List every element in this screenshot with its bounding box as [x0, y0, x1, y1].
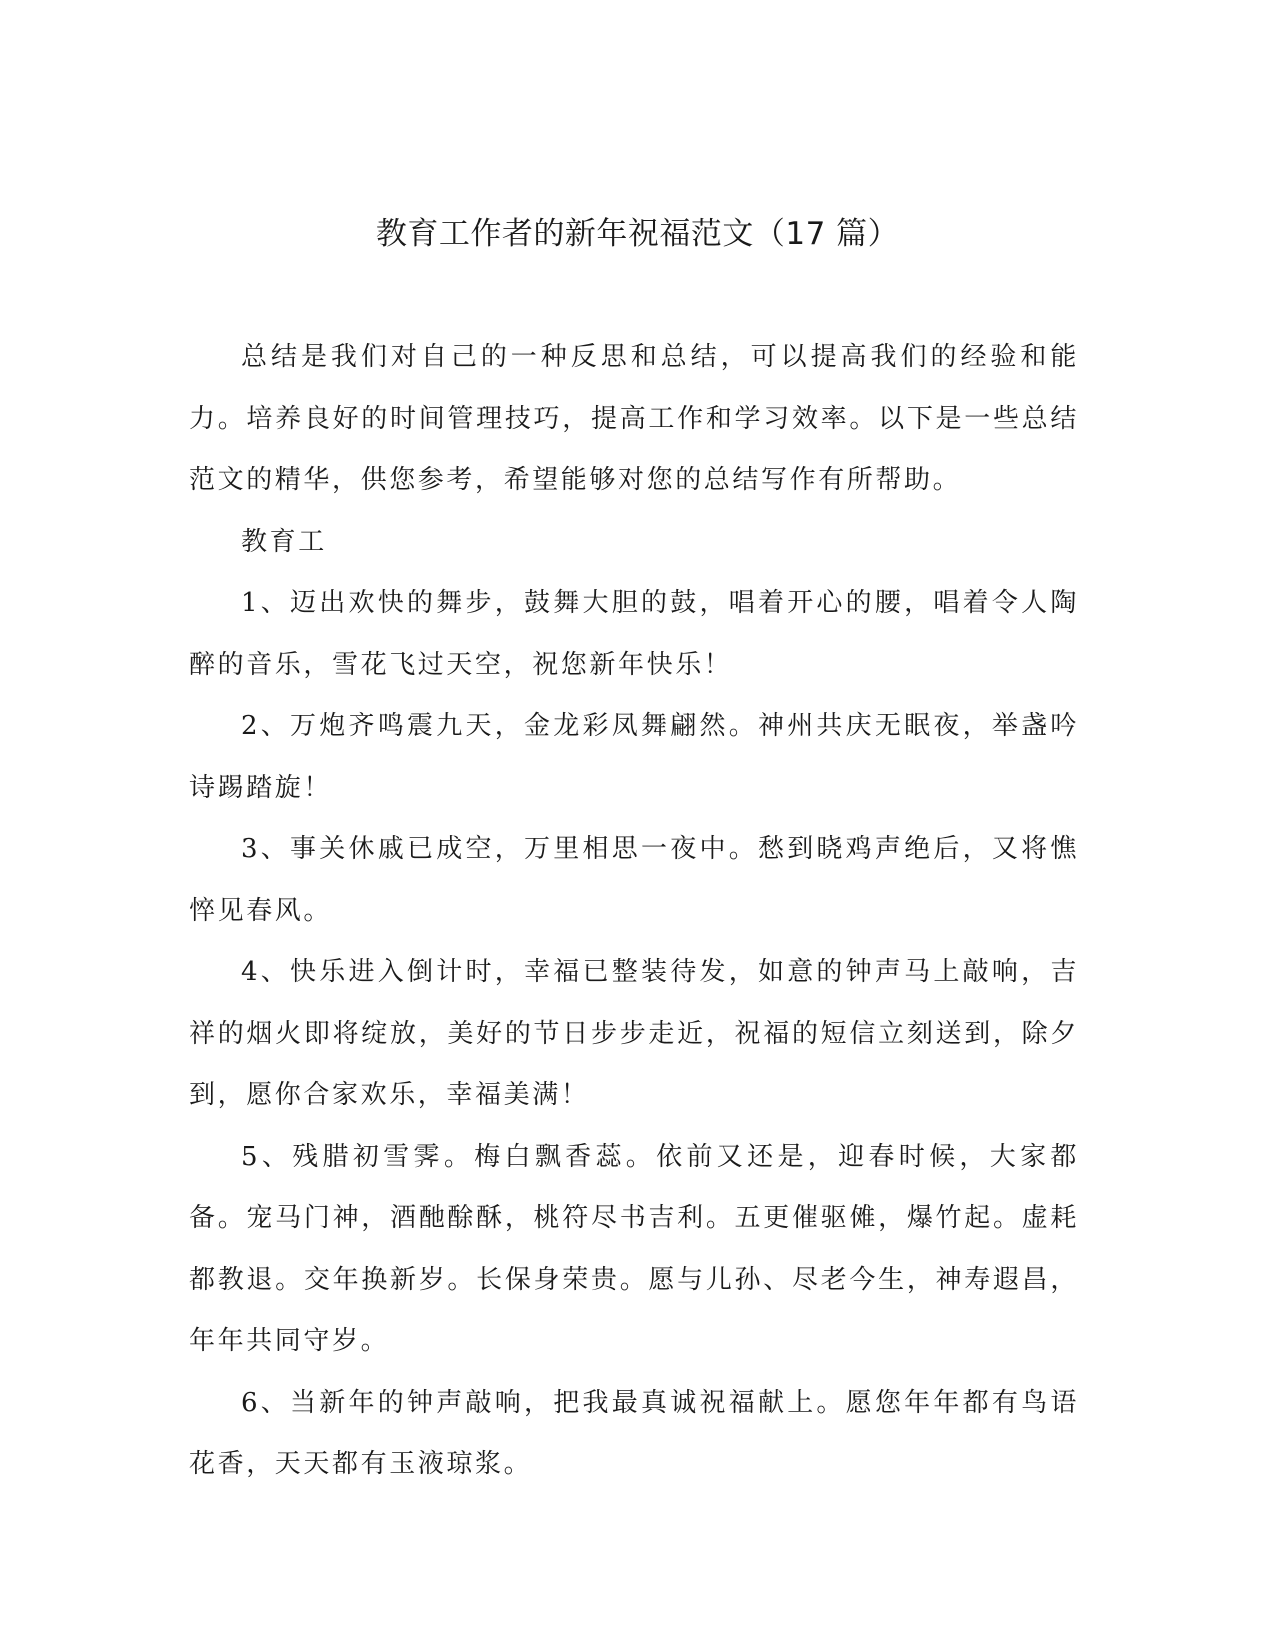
greeting-paragraph-2: 2、万炮齐鸣震九天，金龙彩凤舞翩然。神州共庆无眠夜，举盏吟诗踢踏旋！	[189, 711, 1079, 803]
greeting-paragraph-3: 3、事关休戚已成空，万里相思一夜中。愁到晓鸡声绝后，又将憔悴见春风。	[189, 834, 1079, 926]
greeting-paragraph-6: 6、当新年的钟声敲响，把我最真诚祝福献上。愿您年年都有鸟语花香，天天都有玉液琼浆。	[189, 1387, 1079, 1479]
greeting-paragraph-1: 1、迈出欢快的舞步，鼓舞大胆的鼓，唱着开心的腰，唱着令人陶醉的音乐，雪花飞过天空，祝您新年快乐！	[189, 588, 1079, 680]
section-heading: 教育工	[241, 526, 327, 557]
intro-paragraph: 总结是我们对自己的一种反思和总结，可以提高我们的经验和能力。培养良好的时间管理技巧，提高工作和学习效率。以下是一些总结范文的精华，供您参考，希望能够对您的总结写作有所帮助。	[189, 342, 1079, 495]
greeting-paragraph-4: 4、快乐进入倒计时，幸福已整装待发，如意的钟声马上敲响，吉祥的烟火即将绽放，美好的节日步步走近，祝福的短信立刻送到，除夕到，愿你合家欢乐，幸福美满！	[189, 957, 1079, 1110]
document-title: 教育工作者的新年祝福范文（17 篇）	[375, 216, 900, 252]
greeting-paragraph-5: 5、残腊初雪霁。梅白飘香蕊。依前又还是，迎春时候，大家都备。宠马门神，酒酏酴酥，桃符尽书吉利。五更催驱傩，爆竹起。虚耗都教退。交年换新岁。长保身荣贵。愿与儿孙、尽老今生，神寿遐昌，年年共同守岁。	[189, 1141, 1079, 1356]
document-body	[189, 327, 1079, 1496]
